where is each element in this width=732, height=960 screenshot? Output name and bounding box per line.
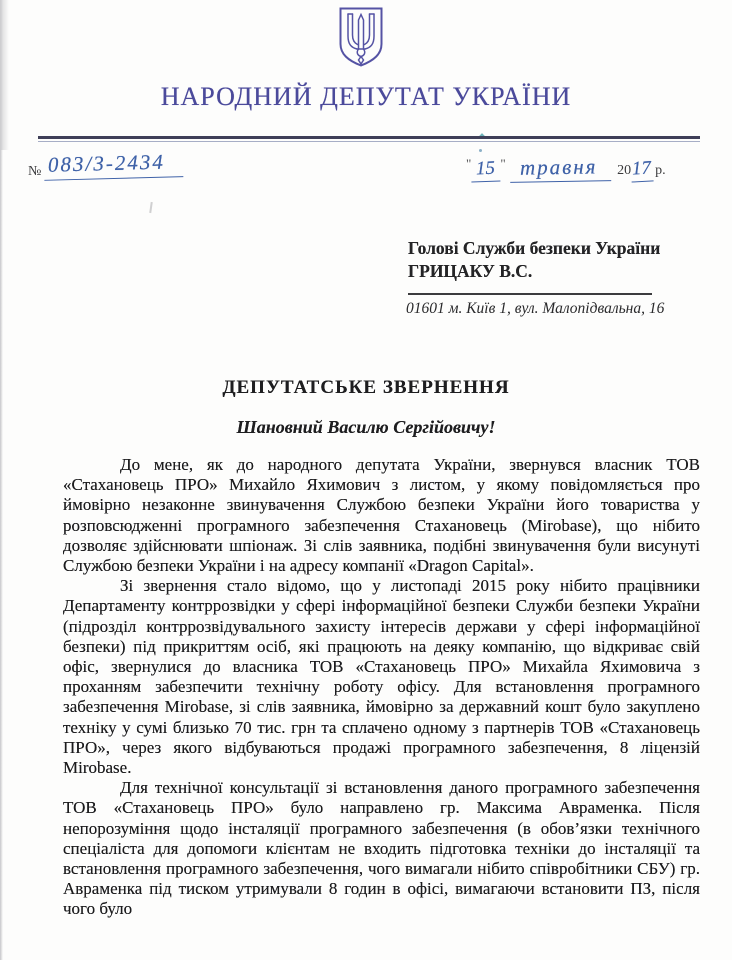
date-close-quote: " xyxy=(500,156,506,171)
date-line xyxy=(466,155,666,182)
letterhead-divider xyxy=(38,136,700,142)
ukraine-tryzub-emblem-icon xyxy=(338,6,384,68)
addressee-divider xyxy=(408,293,652,295)
addressee-block xyxy=(408,237,718,283)
paragraph-2: Зі звернення стало відомо, що у листопаді 2015 року нібито працівники Департаменту контррозвідки у сфері інформаційної безпеки Служби безпеки України (підрозділ контррозвідувального захисту інтересів держави у сфері інформаційної безпеки) під прикриттям осіб, які працюють на деяку компанію, що відкриває свій офіс, звернулися до власника ТОВ «Стахановець ПРО» Михайла Яхимовича з проханням забезпечити технічну роботу офісу. Для встановлення програмного забезпечення Mirobase, зі слів заявника, ймовірно за державний кошт було закуплено техніку у сумі близько 70 тис. грн та сплачено одному з партнерів ТОВ «Стахановець ПРО», через якого відбуваються продажі програмного забезпечення, 8 ліцензій Mirobase. xyxy=(63,576,700,778)
scan-artifact-dot xyxy=(479,149,482,152)
salutation: Шановний Василю Сергійовичу! xyxy=(236,417,496,437)
scan-artifact-mark xyxy=(149,202,153,213)
addressee-address: 01601 м. Київ 1, вул. Малопідвальна, 16 xyxy=(406,300,665,317)
date-year-handwritten: 17 xyxy=(630,157,653,182)
addressee-name: ГРИЦАКУ В.С. xyxy=(408,261,533,281)
date-year-printed: 20 xyxy=(617,163,632,178)
date-open-quote: " xyxy=(466,156,472,171)
date-year-suffix: р. xyxy=(655,163,666,178)
letterhead-title: НАРОДНИЙ ДЕПУТАТ УКРАЇНИ xyxy=(160,82,572,111)
paragraph-1: До мене, як до народного депутата України, звернувся власник ТОВ «Стахановець ПРО» Михайло Яхимович з листом, у якому повідомляється про ймовірно незаконне звинувачення Службою безпеки України його товариства у розповсюдженні програмного забезпечення Стахановець (Mirobase), що нібито дозволяє здійснювати шпіонаж. Зі слів заявника, подібні звинувачення були висунуті Службою безпеки України і на адресу компанії «Dragon Capital». xyxy=(63,455,700,576)
body-paragraphs xyxy=(63,455,700,920)
addressee-position: Голові Служби безпеки України xyxy=(408,238,661,258)
date-day-handwritten: 15 xyxy=(471,158,501,183)
scan-edge-smudge xyxy=(0,0,9,150)
date-month-handwritten: травня xyxy=(509,154,611,183)
reference-number-handwritten: 083/3-2434 xyxy=(44,149,184,181)
paragraph-3: Для технічної консультації зі встановлення даного програмного забезпечення ТОВ «Стахановець ПРО» було направлено гр. Максима Авраменка. Після непорозуміння щодо інсталяції програмного забезпечення (в обов’язки технічного спеціаліста для допомоги клієнтам не входить підготовка техніки до інсталяції та встановлення програмного забезпечення, чого вимагали нібито співробітники СБУ) гр. Авраменка під тиском утримували 8 годин в офісі, вимагаючи встановити ПЗ, після чого було xyxy=(63,778,700,919)
reference-number-sign: № xyxy=(28,164,42,179)
document-title: ДЕПУТАТСЬКЕ ЗВЕРНЕННЯ xyxy=(222,377,510,398)
